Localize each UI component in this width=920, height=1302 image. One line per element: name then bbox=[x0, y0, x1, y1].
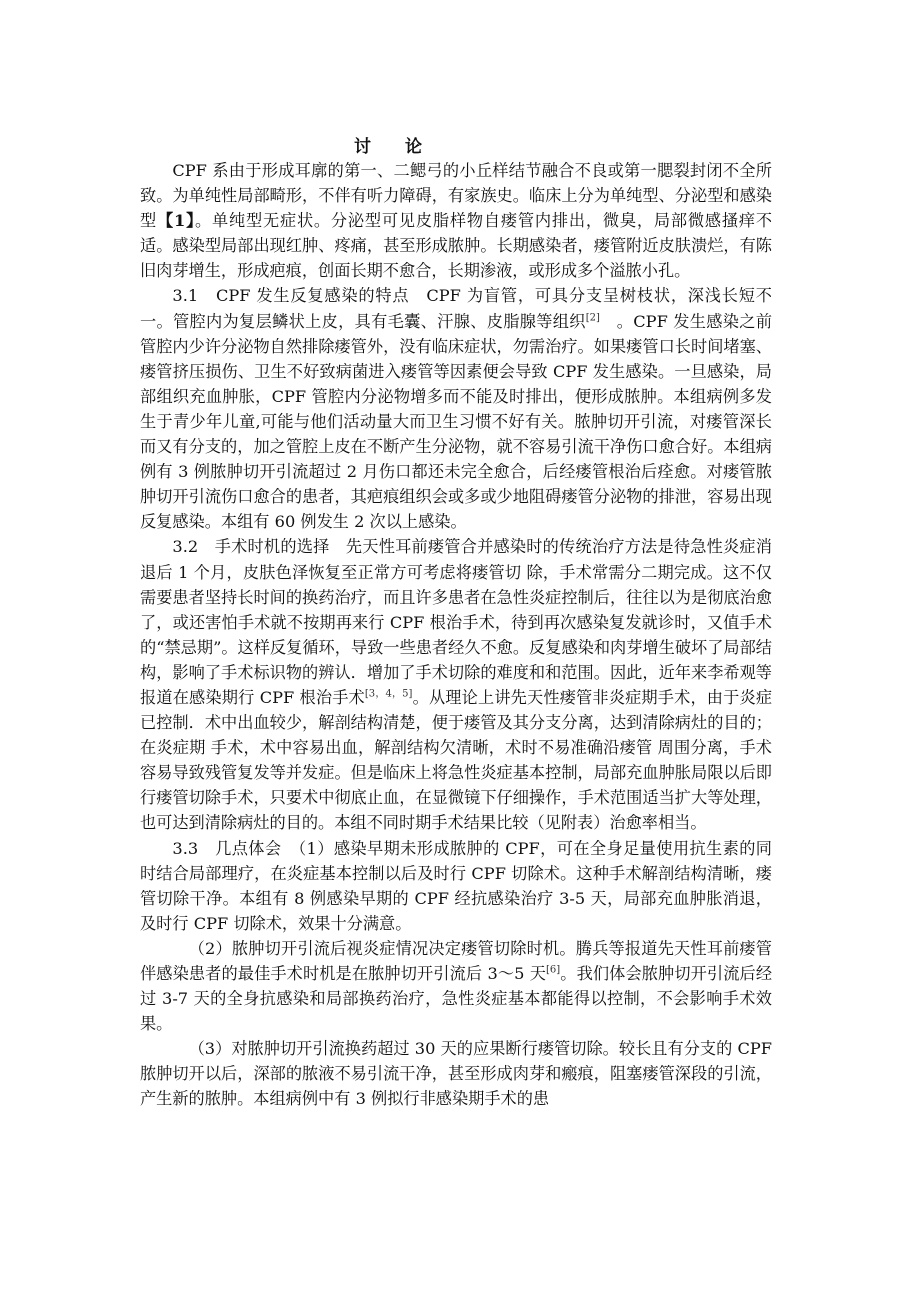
paragraph-text: （2）脓肿切开引流后视炎症情况决定瘘管切除时机。腾兵等报道先天性耳前瘘管伴感染患者的最佳手术时机是在脓肿切开引流后 3～5 天 bbox=[140, 938, 772, 983]
paragraph-point-3: （3）对脓肿切开引流换药超过 30 天的应果断行瘘管切除。较长且有分支的 CPF 脓肿切开以后，深部的脓液不易引流干净，甚至形成肉芽和瘢痕，阻塞瘘管深段的引流，产生新的脓肿。本组病例中有 3 例拟行非感染期手术的患 bbox=[140, 1039, 772, 1109]
section-title: 讨 论 bbox=[354, 137, 436, 157]
citation-ref: [3，4，5] bbox=[364, 688, 413, 700]
citation-ref: [6] bbox=[546, 964, 561, 976]
citation-ref: [2] bbox=[585, 312, 600, 324]
paragraph-text: CPF 系由于形成耳廓的第一、二鳃弓的小丘样结节融合不良或第一腮裂封闭不全所致。为单纯性局部畸形，不伴有听力障碍，有家族史。临床上分为单纯型、分泌型和感染型 bbox=[140, 161, 772, 231]
paragraph-intro bbox=[140, 158, 772, 283]
paragraph-text: 。单纯型无症状。分泌型可见皮脂样物自瘘管内排出，微臭，局部微感搔痒不适。感染型局部出现红肿、疼痛，甚至形成脓肿。长期感染者，瘘管附近皮肤溃烂，有陈旧肉芽增生，形成疤痕，创面长期不愈合，长期渗液，或形成多个溢脓小孔。 bbox=[140, 211, 773, 281]
paragraph-point-2 bbox=[140, 936, 772, 1036]
document-body bbox=[140, 158, 772, 1112]
paragraph-text: 3.1 CPF 发生反复感染的特点 CPF 为盲管，可具分支呈树枝状，深浅长短不一。管腔内为复层鳞状上皮，具有毛囊、汗腺、皮脂腺等组织 bbox=[140, 286, 772, 331]
paragraph-text: 。CPF 发生感染之前管腔内少许分泌物自然排除瘘管外，没有临床症状，勿需治疗。如果瘘管口长时间堵塞、瘘管挤压损伤、卫生不好致病菌进入瘘管等因素便会导致 CPF 发生感染。一旦感染，局部组织充血肿胀，CPF 管腔内分泌物增多而不能及时排出，便形成脓肿。本组病例多发生于青少年儿童,可能与他们活动量大而卫生习惯不好有关。脓肿切开引流，对瘘管深长而又有分支的，加之管腔上皮在不断产生分泌物，就不容易引流干净伤口愈合好。本组病例有 3 例脓肿切开引流超过 2 月伤口都还未完全愈合，后经瘘管根治后痊愈。对瘘管脓肿切开引流伤口愈合的患者，其疤痕组织会或多或少地阻碍瘘管分泌物的排泄，容易出现反复感染。本组有 60 例发生 2 次以上感染。 bbox=[140, 311, 773, 532]
paragraph-text: 3.2 手术时机的选择 先天性耳前瘘管合并感染时的传统治疗方法是待急性炎症消退后 1 个月，皮肤色泽恢复至正常方可考虑将瘘管切 除，手术常需分二期完成。这不仅需要患者坚持长时间的换药治疗，而且许多患者在急性炎症控制后，往往以为是彻底治愈了，或还害怕手术就不按期再来行 CPF 根治手术，待到再次感染复发就诊时，又值手术的“禁忌期”。这样反复循环，导致一些患者经久不愈。反复感染和肉芽增生破坏了局部结构，影响了手术标识物的辨认．增加了手术切除的难度和和范围。因此，近年来李希观等报道在感染期行 CPF 根治手术 bbox=[140, 537, 772, 707]
citation-ref: 【1】 bbox=[157, 211, 195, 231]
paragraph-3-2 bbox=[140, 534, 772, 835]
paragraph-text: 。从理论上讲先天性瘘管非炎症期手术，由于炎症已控制．术中出血较少，解剖结构清楚，便于瘘管及其分支分离，达到清除病灶的目的；在炎症期 手术，术中容易出血，解剖结构欠清晰，术时不易准确沿瘘管 周围分离，手术容易导致残管复发等并发症。但是临床上将急性炎症基本控制，局部充血肿胀局限以后即行瘘管切除手术，只要术中彻底止血，在显微镜下仔细操作，手术范围适当扩大等处理，也可达到清除病灶的目的。本组不同时期手术结果比较（见附表）治愈率相当。 bbox=[140, 687, 773, 833]
paragraph-3-3: 3.3 几点体会 （1）感染早期未形成脓肿的 CPF，可在全身足量使用抗生素的同时结合局部理疗，在炎症基本控制以后及时行 CPF 切除术。这种手术解剖结构清晰，瘘管切除干净。本组有 8 例感染早期的 CPF 经抗感染治疗 3-5 天，局部充血肿胀消退，及时行 CPF 切除术，效果十分满意。 bbox=[140, 838, 772, 933]
paragraph-text: 。我们体会脓肿切开引流后经过 3-7 天的全身抗感染和局部换药治疗，急性炎症基本都能得以控制，不会影响手术效果。 bbox=[140, 964, 773, 1034]
paragraph-3-1 bbox=[140, 283, 772, 534]
